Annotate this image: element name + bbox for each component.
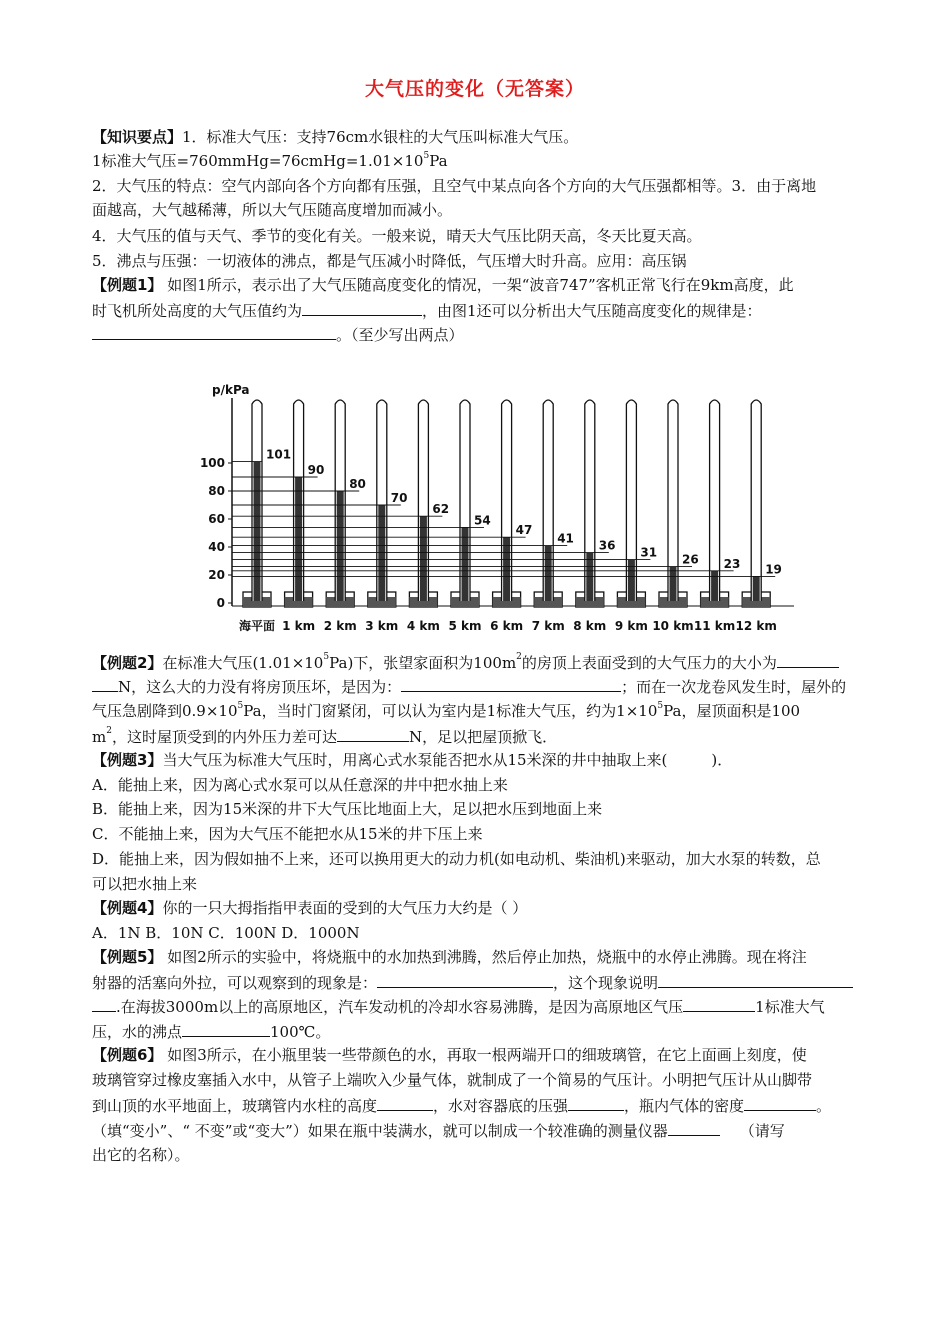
- pressure-altitude-chart: [190, 370, 810, 645]
- example2-line-1: 【例题2】在标准大气压$(1.01\times 10^5Pa)$下，张望家面积为$100m^2$的房顶上表面受到的大气压力的大小为: [92, 652, 912, 673]
- mercury-column: [420, 516, 427, 601]
- knowledge-line-2: 1标准大气压$=760mmHg=76cmHg=1.01\times 10^5Pa$: [92, 151, 448, 170]
- value-label: 101: [266, 447, 292, 462]
- example1-tag: 【例题1】: [92, 276, 163, 294]
- answer-blank[interactable]: [182, 1021, 270, 1037]
- category-label: 7 km: [531, 619, 565, 633]
- category-label: 海平面: [238, 619, 276, 633]
- example4-tag: 【例题4】: [92, 899, 163, 917]
- y-tick-label: 40: [208, 540, 225, 554]
- answer-blank[interactable]: [337, 726, 409, 742]
- knowledge-line-6: 5．沸点与压强：一切液体的沸点，都是气压减小时降低，气压增大时升高。应用：高压锅: [92, 252, 687, 270]
- y-tick-label: 80: [208, 484, 225, 498]
- y-axis-label: p/kPa: [212, 383, 250, 397]
- mercury-column: [711, 571, 718, 601]
- category-label: 4 km: [406, 619, 440, 633]
- answer-blank[interactable]: [377, 972, 553, 988]
- y-tick-label: 60: [208, 512, 225, 526]
- mercury-column: [462, 527, 469, 601]
- category-label: 8 km: [573, 619, 607, 633]
- example6-line-3: 到山顶的水平地面上，玻璃管内水柱的高度 ，水对容器底的压强 ，瓶内气体的密度 。: [92, 1097, 832, 1115]
- value-label: 31: [640, 545, 658, 560]
- answer-blank[interactable]: [568, 1095, 624, 1111]
- mercury-column: [254, 462, 261, 601]
- example3-option-d-cont: 可以把水抽上来: [92, 875, 198, 893]
- example5-line-4: 压，水的沸点 100℃。: [92, 1023, 331, 1041]
- answer-blank[interactable]: [92, 324, 336, 340]
- knowledge-tag: 【知识要点】: [92, 128, 183, 146]
- y-tick-label: 20: [208, 568, 225, 582]
- value-label: 19: [765, 562, 782, 577]
- answer-blank[interactable]: [92, 676, 118, 692]
- value-label: 62: [432, 502, 450, 517]
- example3-option-a: A．能抽上来，因为离心式水泵可以从任意深的井中把水抽上来: [92, 776, 508, 794]
- category-label: 2 km: [323, 619, 357, 633]
- example5-line-3: .在海拔3000m以上的高原地区，汽车发动机的冷却水容易沸腾，是因为高原地区气压 1标准大气: [92, 996, 912, 1017]
- example4-stem: 【例题4】你的一只大拇指指甲表面的受到的大气压力大约是（ ）: [92, 899, 528, 917]
- example1-line-3: 。（至少写出两点）: [92, 324, 912, 345]
- category-label: 3 km: [365, 619, 399, 633]
- value-label: 36: [598, 538, 616, 553]
- example2-line-4: $m^2$，这时屋顶受到的内外压力差可达 N，足以把屋顶掀飞．: [92, 726, 558, 746]
- value-label: 47: [515, 523, 533, 538]
- example6-line-1: 【例题6】 如图3所示，在小瓶里装一些带颜色的水，再取一根两端开口的细玻璃管，在它上面画上刻度，使: [92, 1046, 807, 1064]
- example1-line-1: 【例题1】 如图1所示，表示出了大气压随高度变化的情况，一架“波音747”客机正常飞行在9km高度，此: [92, 276, 794, 294]
- example3-option-b: B．能抽上来，因为15米深的井下大气压比地面上大，足以把水压到地面上来: [92, 800, 603, 818]
- answer-blank[interactable]: [377, 1095, 433, 1111]
- answer-blank[interactable]: [668, 1120, 720, 1136]
- category-label: 12 km: [735, 619, 777, 633]
- knowledge-line-1: 【知识要点】1．标准大气压：支持76cm水银柱的大气压叫标准大气压。: [92, 128, 579, 146]
- example5-tag: 【例题5】: [92, 948, 163, 966]
- example3-option-d: D．能抽上来，因为假如抽不上来，还可以换用更大的动力机(如电动机、柴油机)来驱动，加大水泵的转数，总: [92, 850, 821, 868]
- example3-tag: 【例题3】: [92, 751, 163, 769]
- answer-blank[interactable]: [658, 972, 853, 988]
- mercury-column: [628, 560, 635, 601]
- example5-line-1: 【例题5】 如图2所示的实验中，将烧瓶中的水加热到沸腾，然后停止加热，烧瓶中的水停止沸腾。现在将注: [92, 948, 807, 966]
- category-label: 1 km: [282, 619, 316, 633]
- y-tick-label: 0: [216, 596, 225, 610]
- example3-stem: 【例题3】当大气压为标准大气压时，用离心式水泵能否把水从15米深的井中抽取上来( )．: [92, 751, 733, 769]
- y-tick-label: 100: [199, 456, 225, 470]
- category-label: 11 km: [693, 619, 736, 633]
- example1-line-2: 时飞机所处高度的大气压值约为 ，由图1还可以分析出大气压随高度变化的规律是：: [92, 302, 762, 320]
- category-label: 10 km: [652, 619, 694, 633]
- value-label: 23: [723, 556, 741, 571]
- category-label: 5 km: [448, 619, 482, 633]
- value-label: 26: [682, 552, 699, 567]
- example6-tag: 【例题6】: [92, 1046, 163, 1064]
- example6-line-2: 玻璃管穿过橡皮塞插入水中，从管子上端吹入少量气体，就制成了一个简易的气压计。小明把气压计从山脚带: [92, 1071, 813, 1089]
- value-label: 70: [390, 491, 408, 505]
- example6-line-4: （填“变小”、“ 不变”或“变大”）如果在瓶中装满水，就可以制成一个较准确的测量仪器 （请写: [92, 1122, 785, 1140]
- example5-line-2: 射器的活塞向外拉，可以观察到的现象是： ，这个现象说明: [92, 972, 912, 993]
- category-label: 6 km: [490, 619, 524, 633]
- barometer-tube: [751, 400, 761, 601]
- answer-blank[interactable]: [683, 996, 755, 1012]
- example2-tag: 【例题2】: [92, 654, 163, 672]
- example2-line-2: N，这么大的力没有将房顶压坏，是因为： ；而在一次龙卷风发生时，屋外的: [92, 676, 912, 697]
- mercury-column: [545, 546, 552, 601]
- page-title: 大气压的变化（无答案）: [364, 78, 585, 100]
- mercury-column: [753, 576, 760, 601]
- knowledge-line-3: 2．大气压的特点：空气内部向各个方向都有压强，且空气中某点向各个方向的大气压强都相等。3．由于离地: [92, 177, 817, 195]
- value-label: 80: [349, 477, 366, 491]
- answer-blank[interactable]: [401, 676, 621, 692]
- mercury-column: [295, 477, 302, 601]
- knowledge-line-5: 4．大气压的值与天气、季节的变化有关。一般来说，晴天大气压比阴天高，冬天比夏天高。: [92, 227, 702, 245]
- value-label: 90: [307, 463, 325, 477]
- mercury-column: [670, 567, 677, 601]
- category-label: 9 km: [614, 619, 648, 633]
- example4-options: A．1N B．10N C．100N D．1000N: [92, 924, 360, 942]
- answer-blank[interactable]: [92, 996, 116, 1012]
- answer-blank[interactable]: [744, 1095, 816, 1111]
- answer-blank[interactable]: [302, 300, 422, 316]
- answer-blank[interactable]: [777, 652, 839, 668]
- mercury-column: [503, 537, 510, 601]
- example6-line-5: 出它的名称）。: [92, 1146, 190, 1164]
- knowledge-line-4: 面越高，大气越稀薄，所以大气压随高度增加而减小。: [92, 201, 453, 219]
- value-label: 41: [557, 531, 574, 546]
- example3-option-c: C．不能抽上来，因为大气压不能把水从15米的井下压上来: [92, 825, 483, 843]
- value-label: 54: [474, 513, 491, 528]
- example2-line-3: 气压急剧降到$0.9\times 10^5Pa$，当时门窗紧闭，可以认为室内是1标准大气压，约为$1\times 10^5Pa$，屋顶面积是100: [92, 701, 801, 720]
